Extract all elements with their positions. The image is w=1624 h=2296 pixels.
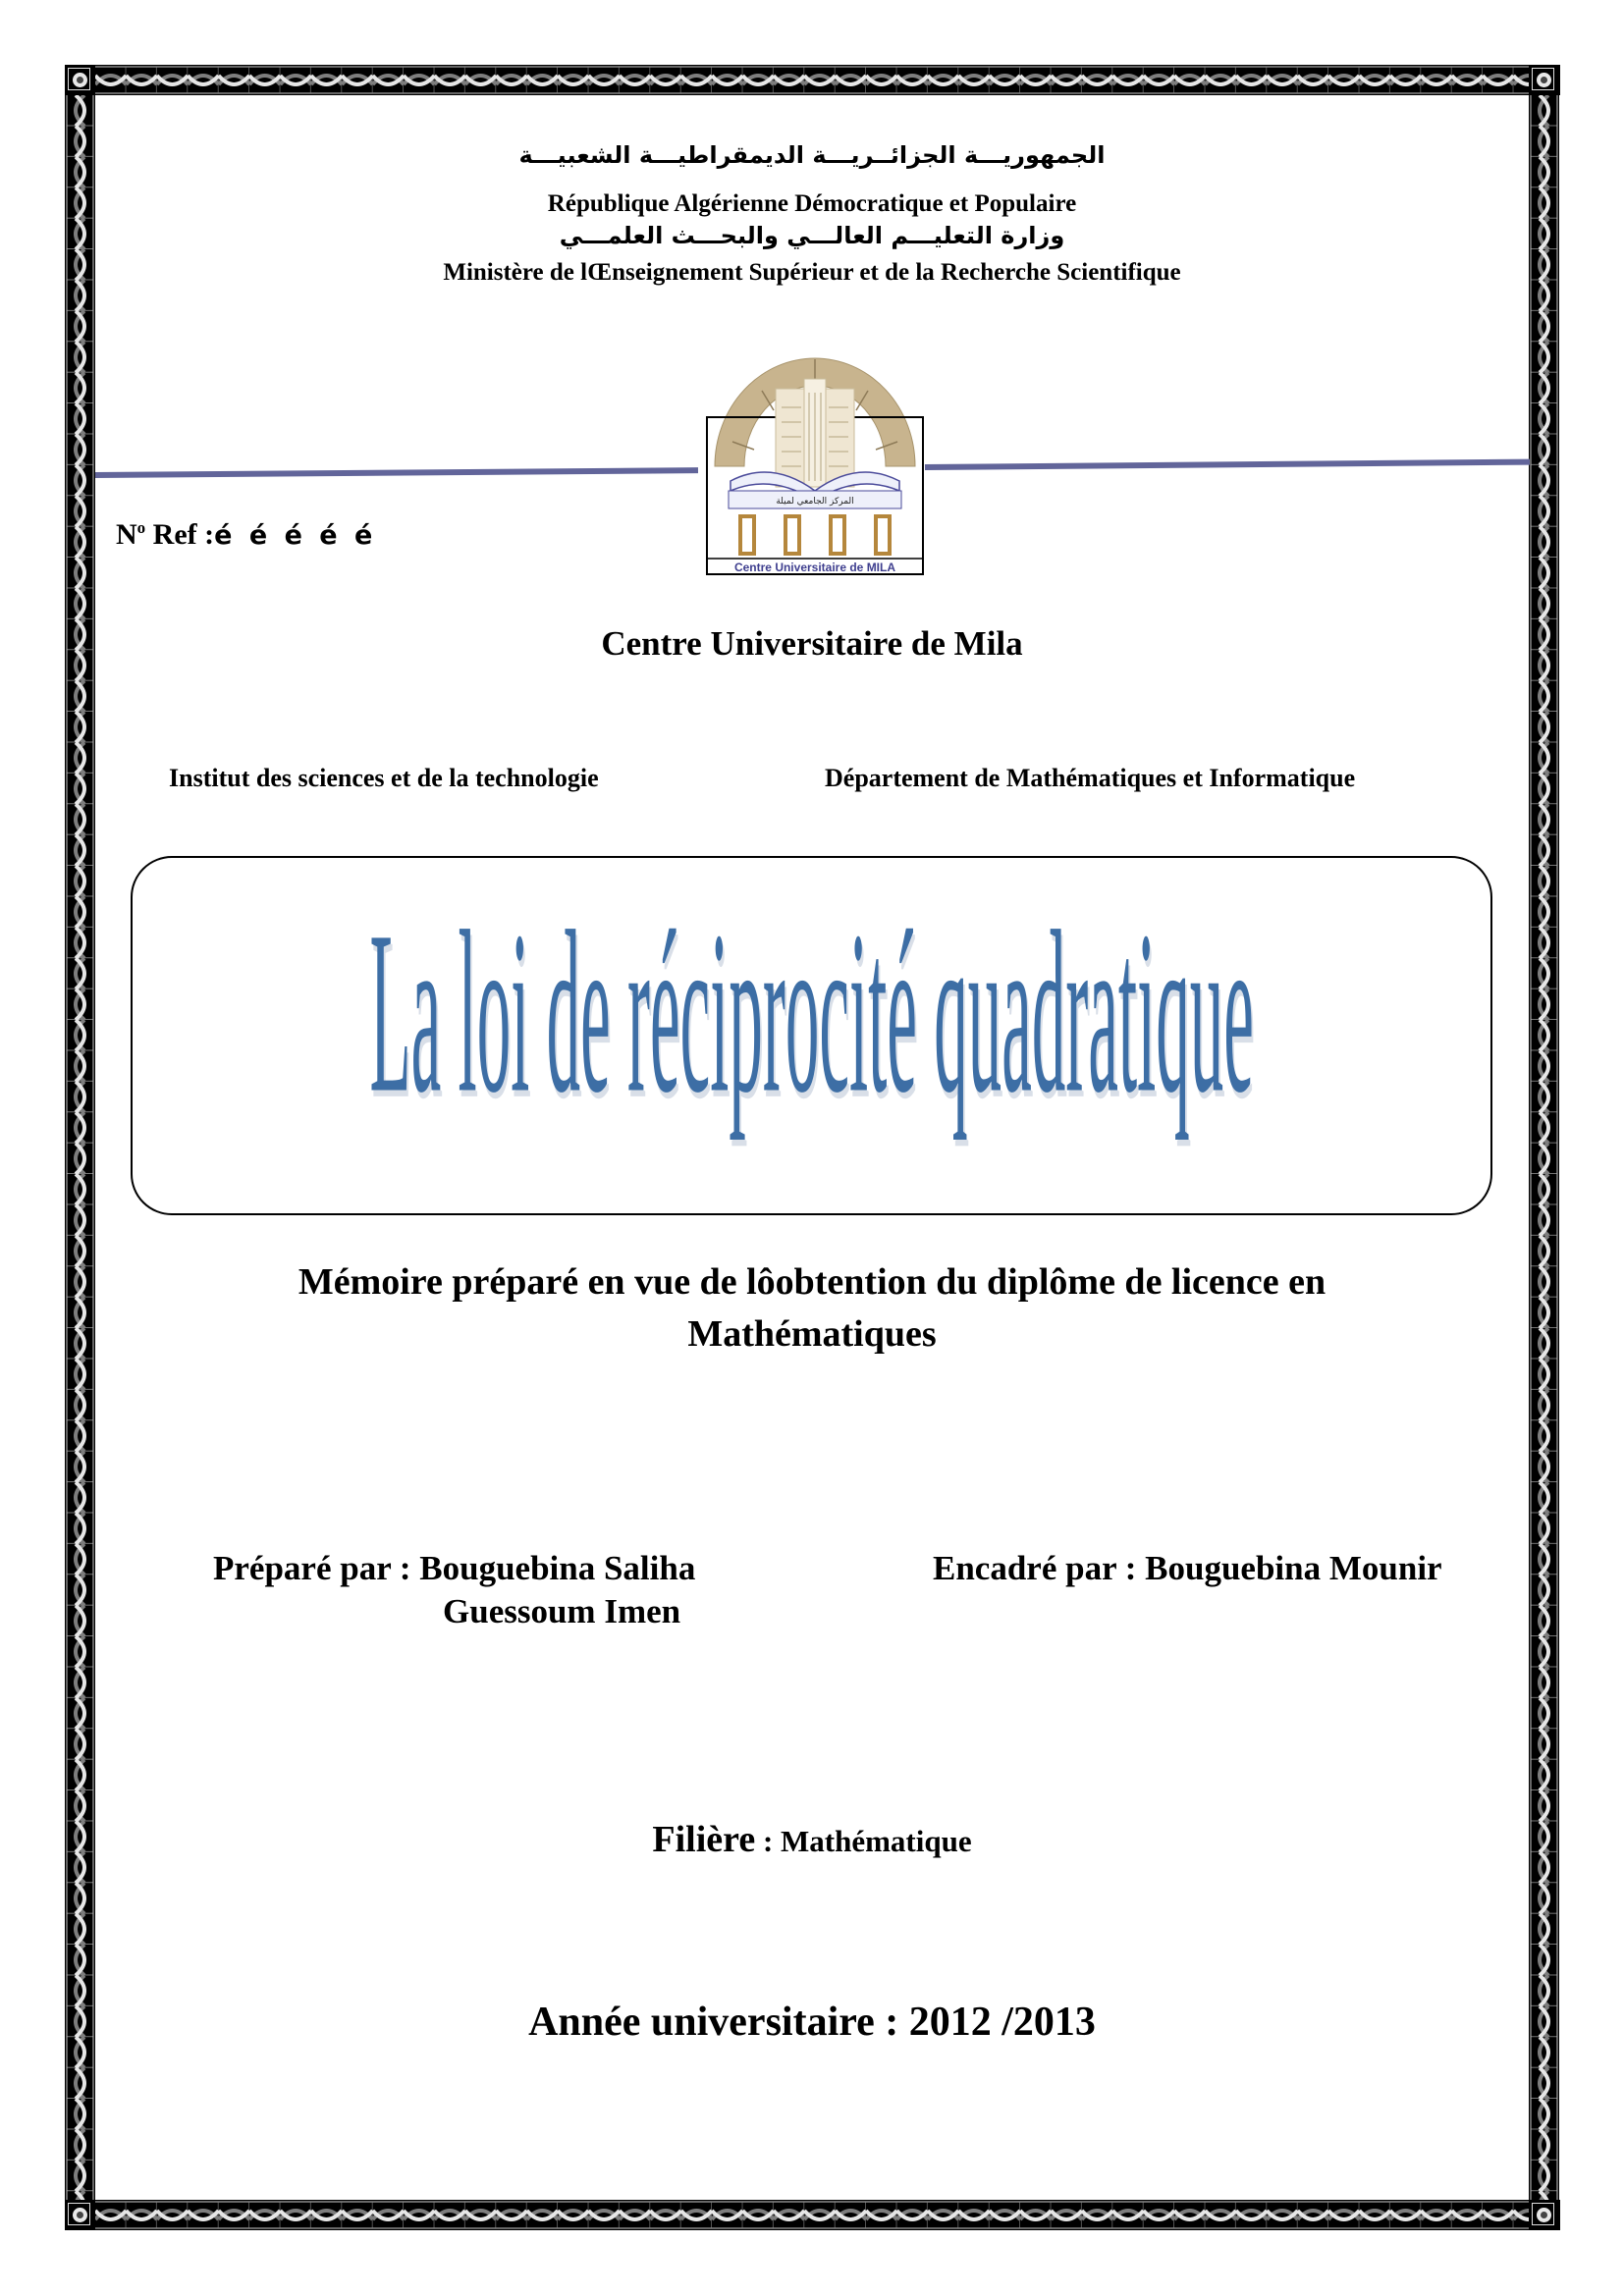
university-emblem-icon	[703, 334, 927, 579]
logo-arabic-caption: المركز الجامعي لميلة	[776, 497, 854, 507]
border-corner-ornament-icon	[1529, 65, 1559, 95]
header-arabic-ministry: وزارة التعليـــم العالـــي والبحـــث العلمـــي	[559, 222, 1065, 249]
memoire-line-1: Mémoire préparé en vue de lôobtention du diplôme de licence en	[298, 1261, 1326, 1303]
ref-no-superscript: o	[136, 518, 146, 537]
filiere-value: : Mathématique	[755, 1824, 972, 1858]
ref-placeholder: é é é é é	[214, 520, 377, 551]
university-logo	[703, 334, 927, 579]
institute-name: Institut des sciences et de la technologie	[169, 764, 599, 792]
border-corner-ornament-icon	[65, 65, 95, 95]
institution-name: Centre Universitaire de Mila	[601, 624, 1023, 663]
memoire-description	[95, 1256, 1529, 1361]
prepared-by: Préparé par : Bouguebina Saliha	[213, 1549, 696, 1587]
header-arabic-republic: الجمهوريـــة الجزائــريـــة الديمقراطيـــة الشعبيـــة	[518, 141, 1106, 169]
rope-pattern-icon	[65, 2200, 1560, 2230]
border-corner-ornament-icon	[65, 2200, 95, 2230]
header-french-ministry: Ministère de lŒnseignement Supérieur et de la Recherche Scientifique	[443, 259, 1181, 286]
academic-year: Année universitaire : 2012 /2013	[528, 2000, 1096, 2045]
department-name: Département de Mathématiques et Informatique	[825, 764, 1356, 792]
ref-no-label: N	[116, 518, 137, 551]
memoire-line-2: Mathématiques	[687, 1313, 937, 1355]
decorative-rule-right	[925, 459, 1530, 470]
border-corner-ornament-icon	[1529, 2200, 1559, 2230]
main-title: La loi de réciprocité quadratique	[369, 883, 1254, 1142]
page-border-top	[65, 65, 1560, 95]
ref-label: Ref :	[145, 518, 215, 551]
supervised-by: Encadré par : Bouguebina Mounir	[933, 1549, 1442, 1587]
prepared-by-second-author: Guessoum Imen	[443, 1592, 681, 1630]
rope-pattern-icon	[1529, 65, 1559, 2230]
rope-pattern-icon	[65, 65, 95, 2230]
logo-caption: Centre Universitaire de MILA	[733, 561, 896, 574]
field-of-study	[95, 1818, 1529, 1861]
title-frame	[131, 856, 1492, 1215]
page-border-left	[65, 65, 95, 2230]
header-french-republic: République Algérienne Démocratique et Populaire	[547, 190, 1077, 217]
page-border-bottom	[65, 2200, 1560, 2230]
page-border-right	[1529, 65, 1559, 2230]
rope-pattern-icon	[65, 65, 1560, 95]
decorative-rule-left	[95, 467, 698, 478]
main-title-container	[133, 858, 1490, 1213]
reference-number	[116, 518, 376, 552]
filiere-label: Filière	[652, 1819, 756, 1860]
